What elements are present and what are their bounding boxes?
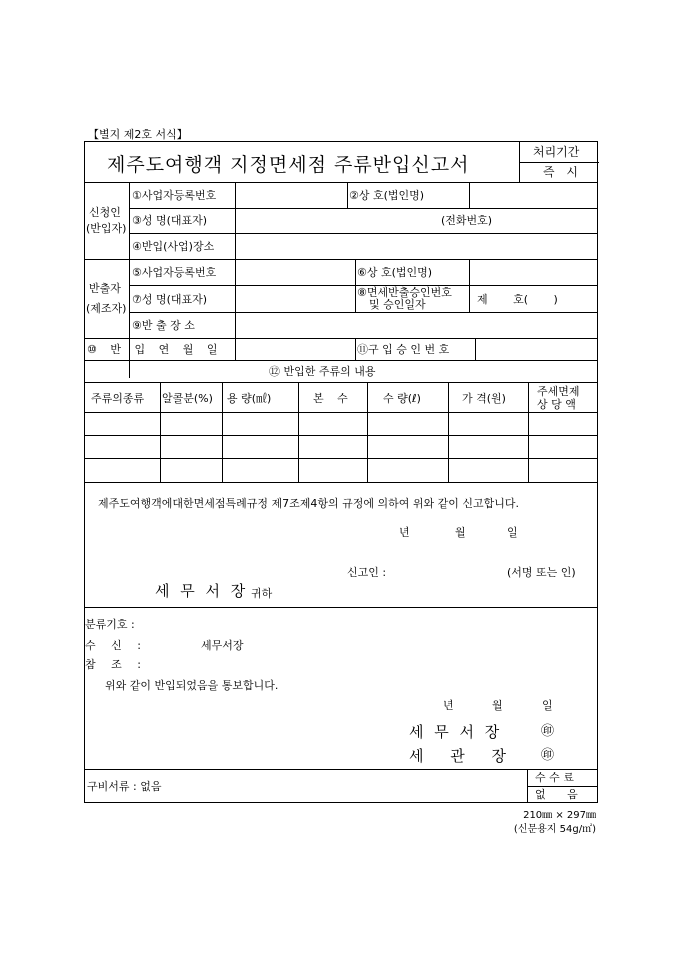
form-title: 제주도여행객 지정면세점 주류반입신고서 [107, 154, 470, 176]
classification-label: 분류기호 : [85, 618, 135, 631]
reference-label: 참 조 : [85, 658, 141, 671]
date-day: 일 [507, 526, 518, 539]
contents-header: ⑫ 반입한 주류의 내용 [269, 365, 376, 378]
date-month: 월 [455, 526, 466, 539]
col-count: 본 수 [313, 392, 348, 405]
applicant-reg-no-label: ①사업자등록번호 [132, 189, 217, 202]
col-tax-exemption: 주세면제 [537, 385, 580, 398]
col-liquor-type: 주류의종류 [91, 392, 145, 405]
exporter-name-label: ⑦성 명(대표자) [132, 293, 208, 306]
processing-period-value: 즉 시 [543, 165, 582, 179]
recipient-suffix: 귀하 [251, 587, 273, 600]
exporter-sublabel: (제조자) [86, 302, 127, 315]
applicant-sublabel: (반입자) [86, 222, 127, 235]
col-price: 가 격(원) [462, 392, 506, 405]
applicant-trade-name-label: ②상 호(법인명) [349, 189, 425, 202]
col-tax-amount: 상 당 액 [537, 398, 576, 411]
exporter-approval-label: ⑧면세반출승인번호 [357, 286, 452, 299]
notice-day: 일 [542, 699, 553, 712]
receive-value: 세무서장 [201, 639, 244, 652]
import-date-label: ⑩ 반 입 연 월 일 [87, 343, 218, 356]
processing-period-label: 처리기간 [533, 145, 580, 159]
notice-month: 월 [492, 699, 503, 712]
paper-size: 210㎜ × 297㎜ [523, 810, 596, 821]
exporter-label: 반출자 [89, 282, 121, 295]
fee-label: 수 수 료 [535, 771, 574, 784]
exporter-approval-date-label: 및 승인일자 [369, 298, 426, 311]
recipient-label: 세 무 서 장 [155, 582, 249, 600]
required-docs: 구비서류 : 없음 [87, 780, 162, 793]
exporter-place-label: ⑨반 출 장 소 [132, 319, 195, 332]
tax-office-signer: 세 무 서 장 [409, 723, 500, 741]
exporter-approval-value: 제 호( ) [477, 293, 558, 306]
col-volume: 용 량(㎖) [227, 392, 272, 405]
customs-signer: 세 관 장 [409, 747, 507, 765]
receive-label: 수 신 : [85, 639, 141, 652]
applicant-phone-label: (전화번호) [441, 214, 493, 227]
paper-type: (신문용지 54g/㎡) [513, 824, 596, 835]
purchase-approval-label: ⑪구 입 승 인 번 호 [357, 343, 450, 356]
declaration-text: 제주도여행객에대한면세점특례규정 제7조제4항의 규정에 의하여 위와 같이 신고합니다. [98, 497, 520, 510]
notice-year: 년 [443, 699, 454, 712]
col-alcohol: 알콜분(%) [162, 392, 213, 405]
notice-message: 위와 같이 반입되었음을 통보합니다. [105, 679, 279, 692]
form-number-label: 【별지 제2호 서식】 [88, 128, 188, 141]
applicant-label: 신청인 [89, 206, 121, 219]
customs-seal: ㊞ [541, 748, 555, 763]
fee-value: 없 음 [535, 788, 578, 801]
exporter-reg-no-label: ⑤사업자등록번호 [132, 266, 217, 279]
tax-office-seal: ㊞ [541, 724, 555, 739]
applicant-name-label: ③성 명(대표자) [132, 214, 208, 227]
reporter-label: 신고인 : [347, 566, 387, 579]
col-quantity: 수 량(ℓ) [383, 392, 421, 405]
sign-note: (서명 또는 인) [507, 566, 576, 579]
exporter-trade-name-label: ⑥상 호(법인명) [357, 266, 433, 279]
applicant-place-label: ④반입(사업)장소 [132, 240, 215, 253]
date-year: 년 [399, 526, 410, 539]
declaration-form [84, 141, 598, 803]
